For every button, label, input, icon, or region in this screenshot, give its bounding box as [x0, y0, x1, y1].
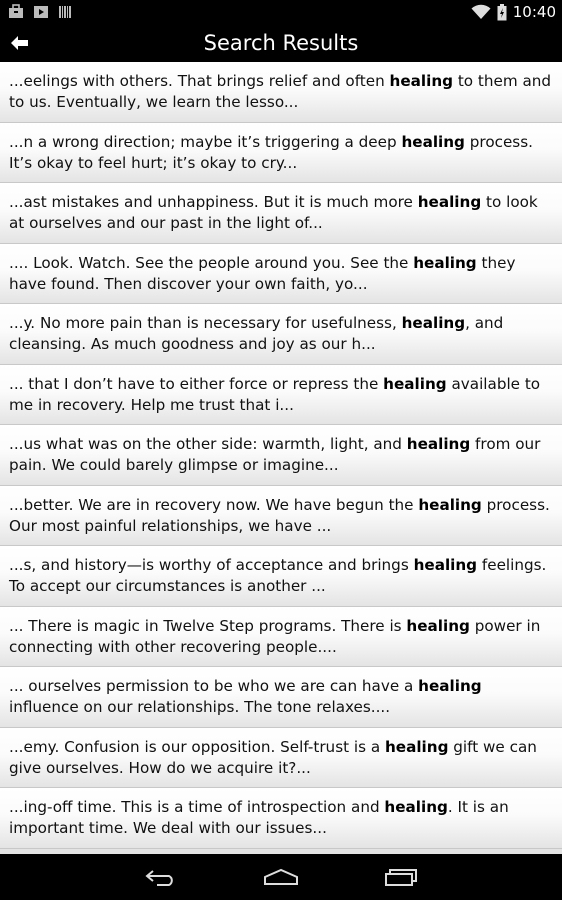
result-text-before: ...ast mistakes and unhappiness. But it is much more: [9, 193, 418, 211]
result-text-before: ...n a wrong direction; maybe it’s triggering a deep: [9, 132, 402, 151]
result-keyword: healing: [417, 193, 482, 211]
result-text-after: they have found. Then discover your own faith, yo...: [9, 253, 516, 293]
result-keyword: healing: [384, 737, 449, 756]
status-time: 10:40: [512, 3, 556, 21]
result-keyword: healing: [418, 495, 482, 514]
nav-home-icon: [263, 868, 299, 886]
result-keyword: healing: [383, 374, 447, 393]
briefcase-icon: [8, 4, 24, 19]
result-keyword: healing: [406, 616, 470, 635]
search-result-item[interactable]: [0, 667, 562, 728]
result-text-before: ...ing-off time. This is a time of introspection and: [9, 798, 385, 816]
status-bar: [0, 0, 562, 25]
result-text-before: .... Look. Watch. See the people around you. See the: [9, 253, 414, 272]
result-text-before: ...y. No more pain than is necessary for usefulness,: [9, 314, 402, 332]
nav-recents-icon: [384, 867, 418, 887]
result-text-after: to them and to us. Eventually, we learn the lesso...: [9, 72, 552, 111]
result-text-after: from our pain. We could barely glimpse or imagine...: [9, 435, 541, 474]
search-result-item[interactable]: [0, 62, 562, 123]
page-title: Search Results: [203, 31, 359, 55]
nav-home-button[interactable]: [261, 864, 301, 890]
notification-icons: [8, 4, 72, 19]
search-result-item[interactable]: [0, 183, 562, 244]
result-text-after: , and cleansing. As much goodness and joy as our h...: [9, 314, 504, 353]
result-text-after: process. Our most painful relationships, we have ...: [9, 495, 550, 535]
search-results-list[interactable]: [0, 62, 562, 854]
search-result-item[interactable]: [0, 728, 562, 789]
result-text-before: ... that I don’t have to either force or repress the: [9, 374, 384, 393]
search-result-item[interactable]: [0, 486, 562, 547]
search-result-item[interactable]: [0, 244, 562, 305]
media-icon: [33, 4, 49, 19]
result-keyword: healing: [389, 72, 454, 90]
result-text-after: . It is an important time. We deal with our issues...: [9, 798, 509, 837]
search-result-item[interactable]: [0, 607, 562, 668]
result-text-before: ...s, and history—is worthy of acceptance and brings: [9, 556, 414, 574]
wifi-icon: [471, 4, 491, 20]
battery-icon: [497, 4, 507, 21]
search-result-item[interactable]: [0, 304, 562, 365]
result-text-before: ...emy. Confusion is our opposition. Self-trust is a: [9, 737, 385, 756]
result-keyword: healing: [401, 132, 465, 151]
result-text-after: power in connecting with other recovering people....: [9, 616, 541, 656]
result-text-before: ...us what was on the other side: warmth, light, and: [9, 435, 407, 453]
result-text-after: process. It’s okay to feel hurt; it’s okay to cry...: [9, 132, 533, 172]
search-result-item[interactable]: [0, 425, 562, 486]
result-text-before: ... There is magic in Twelve Step programs. There is: [9, 616, 407, 635]
system-icons: [471, 3, 556, 21]
result-keyword: healing: [413, 556, 478, 574]
result-text-after: influence on our relationships. The tone relaxes....: [9, 698, 391, 716]
search-result-item[interactable]: [0, 123, 562, 184]
result-keyword: healing: [401, 314, 466, 332]
result-text-before: ...better. We are in recovery now. We have begun the: [9, 495, 419, 514]
result-text-after: to look at ourselves and our past in the light of...: [9, 193, 538, 232]
nav-recents-button[interactable]: [381, 864, 421, 890]
search-result-item[interactable]: [0, 365, 562, 426]
barcode-icon: [58, 4, 72, 19]
nav-back-icon: [145, 868, 177, 886]
result-keyword: healing: [384, 798, 448, 816]
result-text-before: ...eelings with others. That brings relief and often: [9, 72, 390, 90]
result-keyword: healing: [418, 677, 482, 695]
navigation-bar: [0, 854, 562, 900]
result-text-after: gift we can give ourselves. How do we acquire it?...: [9, 737, 537, 777]
result-text-after: available to me in recovery. Help me trust that i...: [9, 374, 541, 414]
nav-back-button[interactable]: [141, 864, 181, 890]
search-result-item[interactable]: [0, 788, 562, 849]
action-bar: [0, 25, 562, 62]
result-text-before: ... ourselves permission to be who we are can have a: [9, 677, 419, 695]
result-keyword: healing: [406, 435, 471, 453]
result-text-after: feelings. To accept our circumstances is another ...: [9, 556, 547, 595]
result-keyword: healing: [413, 253, 477, 272]
search-result-item[interactable]: [0, 546, 562, 607]
